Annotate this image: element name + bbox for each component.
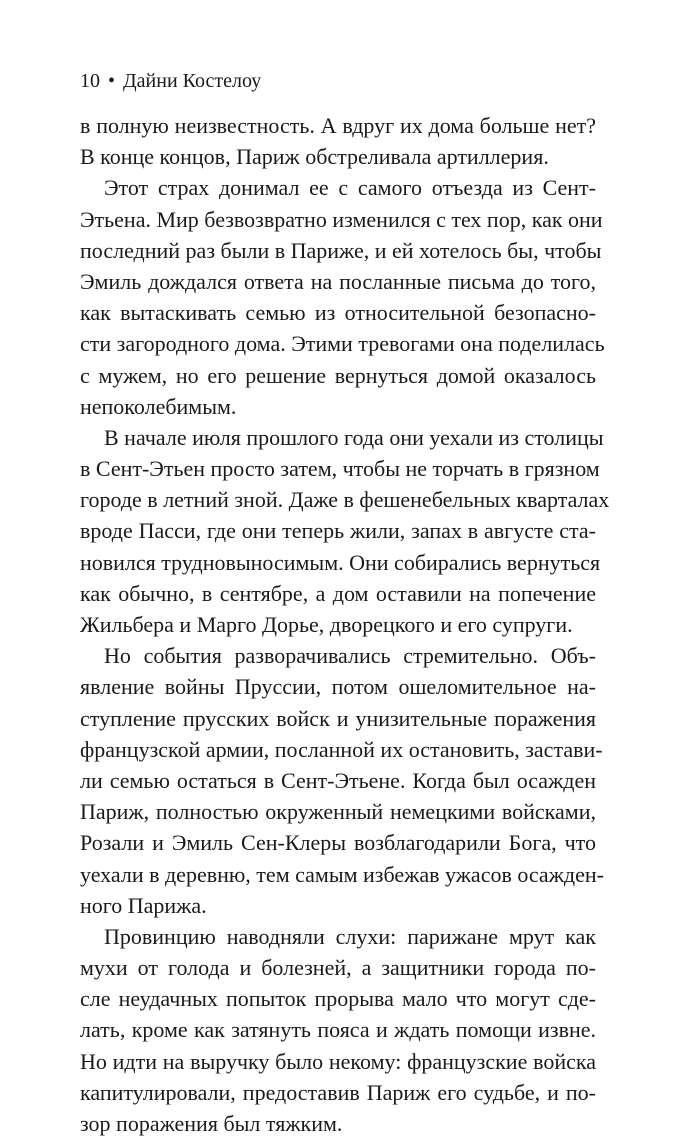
text-line: Париж, полностью окруженный немецкими войсками, xyxy=(80,799,596,825)
text-line: Провинцию наводняли слухи: парижане мрут как xyxy=(104,923,596,949)
paragraph xyxy=(80,422,610,640)
text-line: французской армии, посланной их остановить, застави- xyxy=(80,736,603,762)
paragraph xyxy=(80,921,596,1139)
text-line: Розали и Эмиль Сен-Клеры возблагодарили Бога, что xyxy=(80,830,596,856)
text-line: непоколебимым. xyxy=(80,393,237,419)
text-line: сти загородного дома. Этими тревогами она поделилась xyxy=(80,331,605,357)
text-line: капитулировали, предоставив Париж его судьбе, и по- xyxy=(80,1079,596,1105)
text-line: городе в летний зной. Даже в фешенебельных кварталах xyxy=(80,487,610,513)
text-line: Жильбера и Марго Дорье, дворецкого и его супруги. xyxy=(80,612,573,637)
text-line: последний раз были в Париже, и ей хотелось бы, чтобы xyxy=(80,237,602,263)
text-line: в Сент-Этьен просто затем, чтобы не торчать в грязном xyxy=(80,456,600,482)
text-line: как обычно, в сентябре, а дом оставили на попечение xyxy=(80,580,596,606)
text-line: Этот страх донимал ее с самого отъезда из Сент- xyxy=(104,175,596,201)
text-line: ступление прусских войск и унизительные поражения xyxy=(80,705,596,731)
text-line: с мужем, но его решение вернуться домой оказалось xyxy=(80,362,596,388)
author-name: Дайни Костелоу xyxy=(123,70,262,92)
body-text xyxy=(80,110,610,1139)
text-line: вроде Пасси, где они теперь жили, запах в августе ста- xyxy=(80,518,596,544)
text-line: как вытаскивать семью из относительной безопасно- xyxy=(80,300,596,326)
text-line: Эмиль дождался ответа на посланные письма до того, xyxy=(80,268,596,294)
text-line: в полную неизвестность. А вдруг их дома больше нет? xyxy=(80,113,596,138)
text-line: зор поражения был тяжким. xyxy=(80,1111,343,1136)
text-line: мухи от голода и болезней, а защитники города по- xyxy=(80,955,596,981)
text-line: ли семью остаться в Сент-Этьене. Когда был осажден xyxy=(80,767,596,793)
paragraph xyxy=(80,640,604,921)
text-line: Этьена. Мир безвозвратно изменился с тех пор, как они xyxy=(80,206,603,232)
text-line: В начале июля прошлого года они уехали из столицы xyxy=(104,424,604,450)
paragraph xyxy=(80,172,605,422)
text-line: В конце концов, Париж обстреливала артиллерия. xyxy=(80,144,549,170)
text-line: уехали в деревню, тем самым избежав ужасов осажден- xyxy=(80,861,604,887)
text-line: ного Парижа. xyxy=(80,892,207,918)
running-head xyxy=(80,69,261,93)
text-line: сле неудачных попыток прорыва мало что могут сде- xyxy=(80,986,596,1012)
text-line: лать, кроме как затянуть пояса и ждать помощи извне. xyxy=(80,1017,596,1043)
text-line: новился трудновыносимым. Они собирались вернуться xyxy=(80,549,601,575)
text-line: Но события разворачивались стремительно. Объ- xyxy=(104,643,596,669)
paragraph xyxy=(80,110,596,172)
header-separator: • xyxy=(108,70,116,92)
text-line: явление войны Пруссии, потом ошеломительное на- xyxy=(80,674,596,700)
page-number: 10 xyxy=(80,70,100,92)
text-line: Но идти на выручку было некому: французские войска xyxy=(80,1048,596,1074)
